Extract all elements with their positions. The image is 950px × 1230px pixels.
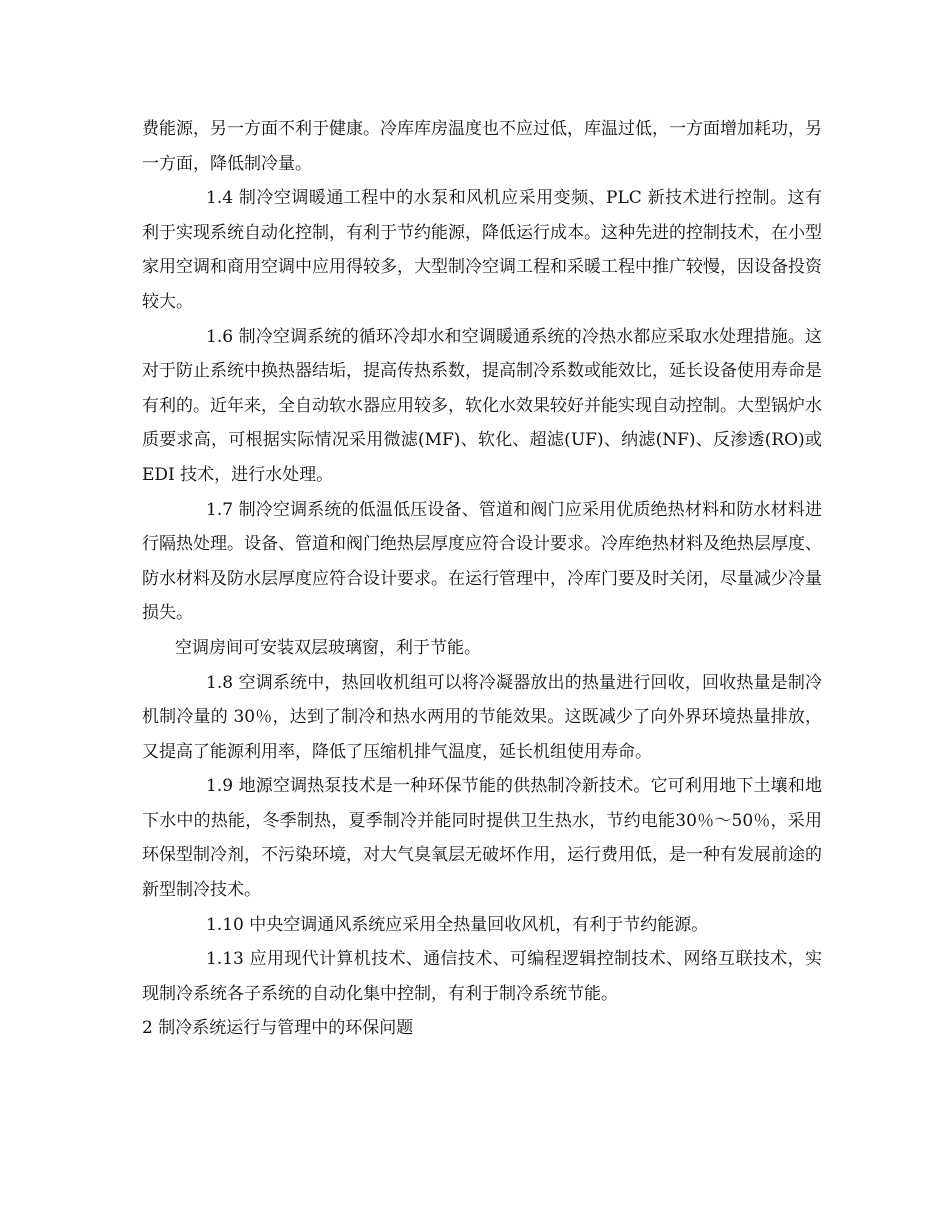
paragraph-1-8: 1.8 空调系统中，热回收机组可以将冷凝器放出的热量进行回收，回收热量是制冷机制冷量的 30％，达到了制冷和热水两用的节能效果。这既减少了向外界环境热量排放，又提高了能源利用率，降低了压缩机排气温度，延长机组使用寿命。 (142, 672, 822, 762)
section-heading: 2 制冷系统运行与管理中的环保问题 (142, 1018, 414, 1039)
paragraph-double-glazing: 空调房间可安装双层玻璃窗，利于节能。 (175, 637, 481, 658)
paragraph-continuation: 费能源，另一方面不利于健康。冷库库房温度也不应过低，库温过低，一方面增加耗功，另一方面，降低制冷量。 (142, 119, 822, 174)
paragraph-1-13: 1.13 应用现代计算机技术、通信技术、可编程逻辑控制技术、网络互联技术，实现制冷系统各子系统的自动化集中控制，有利于制冷系统节能。 (142, 949, 822, 1004)
paragraph-1-7: 1.7 制冷空调系统的低温低压设备、管道和阀门应采用优质绝热材料和防水材料进行隔热处理。设备、管道和阀门绝热层厚度应符合设计要求。冷库绝热材料及绝热层厚度、防水材料及防水层厚度应符合设计要求。在运行管理中，冷库门要及时关闭，尽量减少冷量损失。 (142, 499, 822, 624)
paragraph-1-9: 1.9 地源空调热泵技术是一种环保节能的供热制冷新技术。它可利用地下土壤和地下水中的热能，冬季制热，夏季制冷并能同时提供卫生热水，节约电能30％～50％，采用环保型制冷剂，不污染环境，对大气臭氧层无破坏作用，运行费用低，是一种有发展前途的新型制冷技术。 (142, 776, 822, 901)
paragraph-1-6: 1.6 制冷空调系统的循环冷却水和空调暖通系统的冷热水都应采取水处理措施。这对于防止系统中换热器结垢，提高传热系数，提高制冷系数或能效比，延长设备使用寿命是有利的。近年来，全自动软水器应用较多，软化水效果较好并能实现自动控制。大型锅炉水质要求高，可根据实际情况采用微滤(MF)、软化、超滤(UF)、纳滤(NF)、反渗透(RO)或EDI 技术，进行水处理。 (142, 326, 822, 485)
paragraph-1-10: 1.10 中央空调通风系统应采用全热量回收风机，有利于节约能源。 (206, 914, 709, 935)
document-page (142, 112, 822, 1046)
paragraph-1-4: 1.4 制冷空调暖通工程中的水泵和风机应采用变频、PLC 新技术进行控制。这有利于实现系统自动化控制，有利于节约能源，降低运行成本。这种先进的控制技术，在小型家用空调和商用空调中应用得较多，大型制冷空调工程和采暖工程中推广较慢，因设备投资较大。 (142, 188, 822, 312)
